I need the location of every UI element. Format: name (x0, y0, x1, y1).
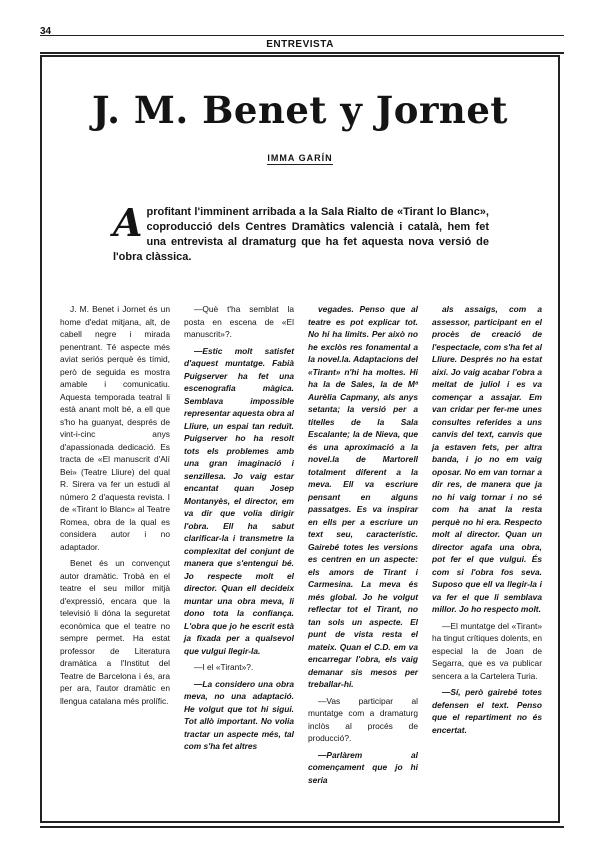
paragraph: —El muntatge del «Tirant» ha tingut crítiques dolents, en especial la de Joan de Segarra, que es va publicar sencera a la Cartelera Turia. (432, 620, 542, 681)
section-label: ENTREVISTA (266, 39, 334, 50)
header-rule (40, 35, 564, 36)
paragraph: J. M. Benet i Jornet és un home d'edat mitjana, alt, de cabell negre i mirada penentrant. Té aspecte més aviat seriós perquè és tímid, però de seguida es mostra amable i comunicatiu. Aquesta temporada teatral li està anant molt bé, a ell que s'ho ha guanyat, després de vint-i-cinc anys d'apassionada dedicació. Es tracta de «El manuscrit d'Alí Bei» (Teatre Lliure) del qual R. Sirera va fer un estudi al número 2 d'aquesta revista. I de «Tirant lo Blanc» al Teatre Romea, obra de la qual es considera autor i no adaptador. (60, 304, 170, 552)
article-title: J. M. Benet y Jornet (92, 88, 508, 132)
intro-text: profitant l'imminent arribada a la Sala Rialto de «Tirant lo Blanc», coproducció dels Centres Dramàtics valencià i català, hem fet una entrevista al dramaturg que ha fet aquesta nova versió de l'obra clàssica. (113, 206, 489, 263)
intro-paragraph (113, 200, 489, 265)
article-column-2 (184, 303, 294, 757)
paragraph: —I el «Tirant»?. (194, 662, 254, 672)
footer-rule (40, 826, 564, 828)
paragraph: vegades. Penso que al teatre es pot explicar tot. No hi ha límits. Per això no he exclòs res fonamental a la novel.la. Adaptacions del «Tirant» n'hi ha moltes. Hi ha la de Sales, la de Mª Aurèlia Capmany, als anys setanta; la versió per a titelles de la Sala Escalante; la de Nieva, que és una aproximació a la novel.la de Martorell totalment diferent a la meva. Ell va escriure pensant en alguns passatges. Es va inspirar en ells per a escriure un text seu, característic. Gairebé totes les versions es centren en un aspecte: els amors de Tirant i Carmesina. La meva és més global. Jo he volgut reflectar tot el Tirant, no tan sols un aspecte. El punt de vista resta el mateix. Quan el C.D. em va encarregar l'obra, els vaig demanar sis mesos per treballar-hi. (308, 304, 418, 689)
paragraph: als assaigs, com a assessor, participant en el procès de creació de l'espectacle, com s'ha fet al Lliure. Després no ha estat així. Jo vaig acabar l'obra a meitat de juliol i es va començar a assajar. Em van cridar per fer-me unes consultes referides a uns canvis del text, canvis que ja estaven fets, per altra banda, i jo no em vaig oposar. No em van tornar a dir res, de manera que ja no hi vaig tornar i no sé com ha anat la resta perquè no hi era. Respecto molt al director. Quan un director agafa una obra, pot fer el que vulgui. És com si l'obra fos seva. Suposo que ell va llegir-la i va fer el que li semblava millor. Jo ho respecto molt. (432, 304, 542, 614)
paragraph: Benet és un convençut autor dramàtic. Trobà en el teatre el seu millor mitjà d'expressió, encara que la televisió li dóna la seguretat econòmica que el teatre no sempre permet. Ha estat professor de Literatura dramàtica a l'Institut del Teatre de Barcelona i és, ara per ara, l'autor dramàtic en llengua catalana més prolífic. (60, 558, 170, 706)
page-number: 34 (40, 26, 52, 37)
article-column-3 (308, 303, 418, 790)
byline (40, 153, 560, 163)
paragraph: —Sí, però gairebé totes defensen el text. Penso que el repartiment no és encertat. (432, 687, 542, 735)
paragraph: —Parlàrem al començament que jo hi seria (308, 749, 418, 785)
author-name: IMMA GARÍN (267, 153, 333, 163)
article-column-1 (60, 303, 170, 711)
dropcap: A (113, 200, 143, 245)
header-rule-thick (40, 52, 564, 54)
paragraph: —Estic molt satisfet d'aquest muntatge. Fabià Puigserver ha fet una escenografia màgica. Semblava impossible representar aquesta obra al Lliure, un espai tan reduït. Puigserver ho ha resolt tots els problemes amb una gran imaginació i senzillesa. Jo vaig estar encantat quan Josep Montanyès, el director, em va dir que volia dirigir l'obra. Ell ha sabut clarificar-la i transmetre la complexitat del conjunt de manera que s'entengui bé. Jo respecte molt el director. Quan ell decideix muntar una obra meva, li dono tota la confiança. L'obra que jo he escrit està ja fixada per a qualsevol que vulgui llegir-la. (184, 345, 294, 656)
paragraph: —Vas participar al muntatge com a dramaturg inclòs al procés de producció?. (308, 695, 418, 743)
paragraph: —Què t'ha semblat la posta en escena de «El manuscrit»?. (184, 304, 294, 339)
article-column-4 (432, 303, 542, 740)
paragraph: —La considero una obra meva, no una adaptació. He volgut que tot hi sigui. Tot allò important. No volia tractar un aspecte més, tal com s'ha fet altres (184, 678, 294, 751)
